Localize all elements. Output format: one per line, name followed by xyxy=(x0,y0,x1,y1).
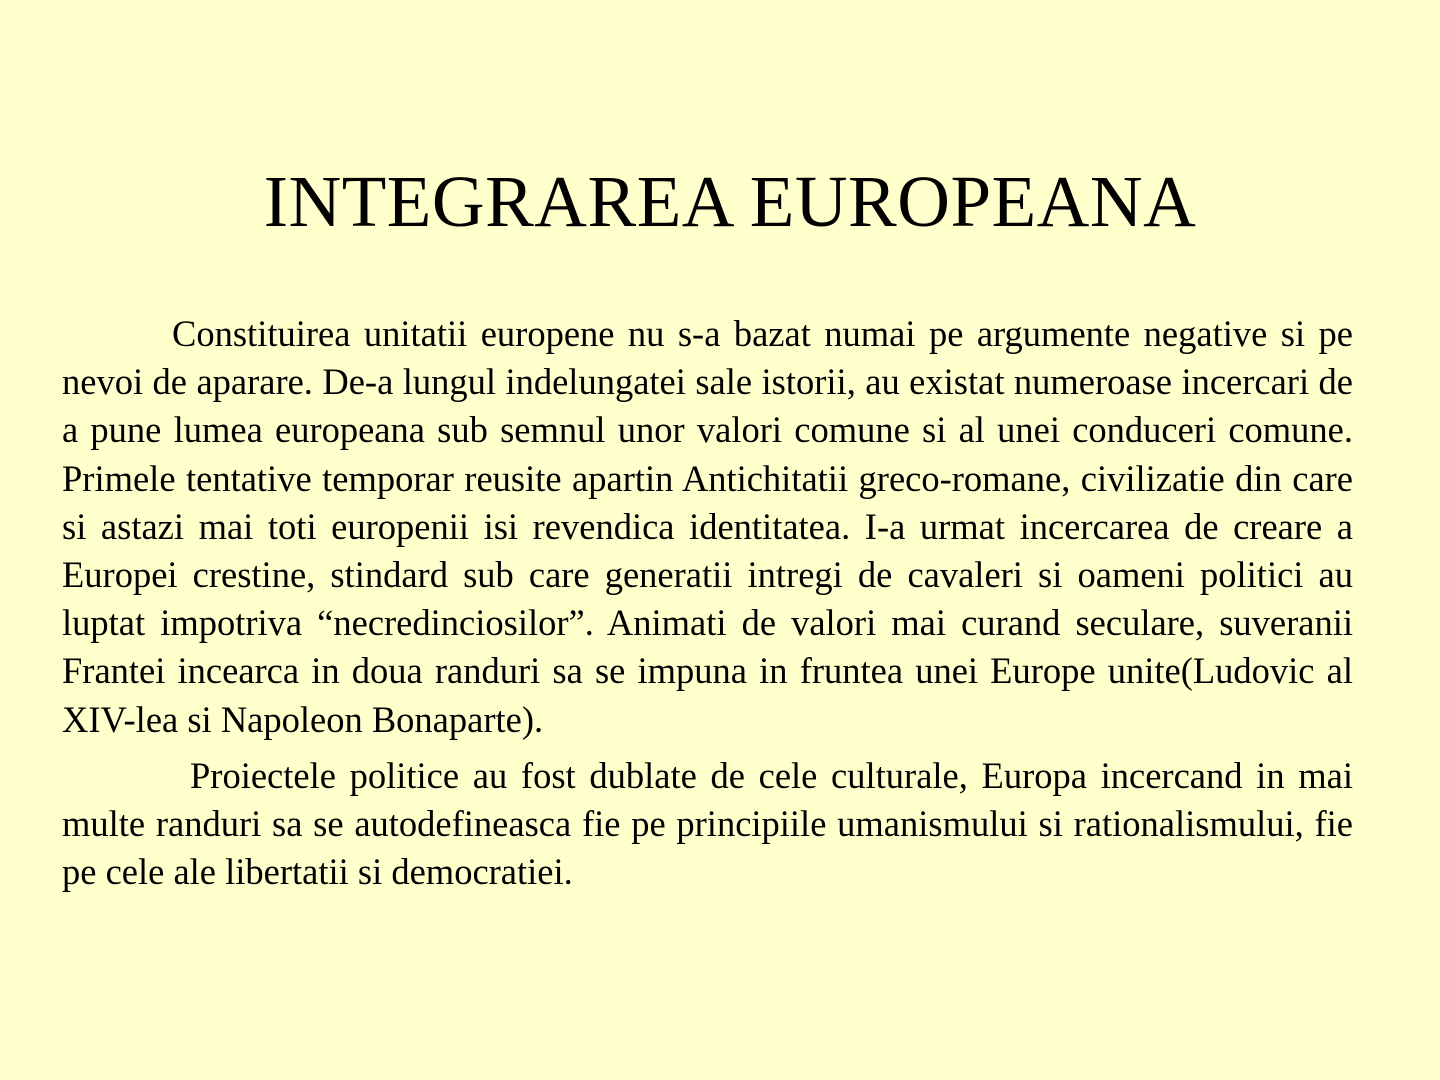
paragraph-1: Constituirea unitatii europene nu s-a bazat numai pe argumente negative si pe nevoi de aparare. De-a lungul indelungatei sale istorii, au existat numeroase incercari de a pune lumea europeana sub semnul unor valori comune si al unei conduceri comune. Primele tentative temporar reusite apartin Antichitatii greco-romane, civilizatie din care si astazi mai toti europenii isi revendica identitatea. I-a urmat incercarea de creare a Europei crestine, stindard sub care generatii intregi de cavaleri si oameni politici au luptat impotriva “necredinciosilor”. Animati de valori mai curand seculare, suveranii Frantei incearca in doua randuri sa se impuna in fruntea unei Europe unite(Ludovic al XIV-lea si Napoleon Bonaparte). xyxy=(62,313,1353,740)
paragraph-2: Proiectele politice au fost dublate de cele culturale, Europa incercand in mai multe randuri sa se autodefineasca fie pe principiile umanismului si rationalismului, fie pe cele ale libertatii si democratiei. xyxy=(62,754,1353,893)
slide-body xyxy=(62,310,1353,896)
slide-title: INTEGRAREA EUROPEANA xyxy=(263,161,1197,242)
